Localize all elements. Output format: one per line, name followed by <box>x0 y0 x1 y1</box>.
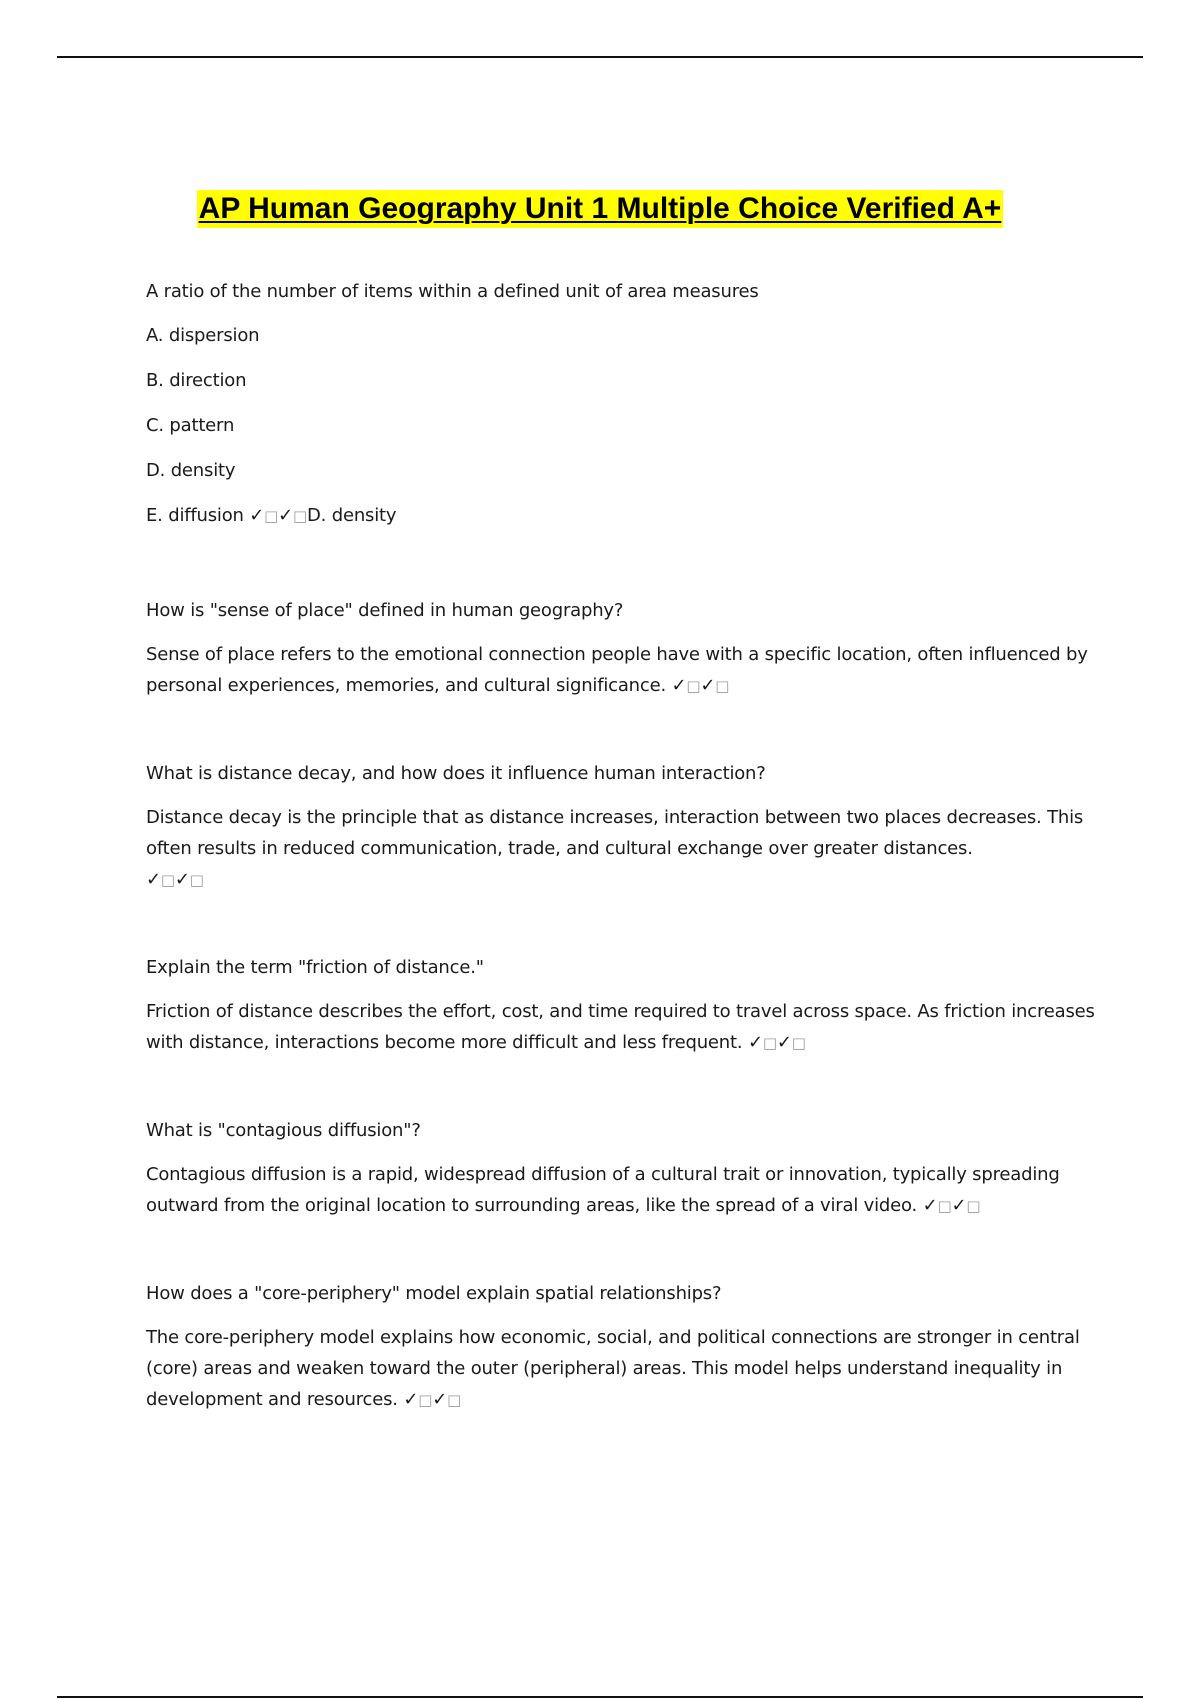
qa-question: Explain the term "friction of distance." <box>146 957 484 978</box>
qa-answer: The core-periphery model explains how economic, social, and political connections are stronger in central (core) areas and weaken toward the outer (peripheral) areas. This model helps understand inequality in development and resources. <box>146 1327 1080 1410</box>
box-glyph-icon: □ <box>762 1034 777 1052</box>
check-mark-icon: ✓ <box>951 1195 967 1216</box>
mc-answer: D. density <box>307 505 397 526</box>
check-mark-icon: ✓ <box>146 869 161 890</box>
qa-answer: Friction of distance describes the effort, cost, and time required to travel across space. As friction increases with distance, interactions become more difficult and less frequent. <box>146 1001 1095 1053</box>
box-glyph-icon: □ <box>686 677 701 695</box>
qa-answer-paragraph <box>146 1322 1096 1416</box>
document-title: AP Human Geography Unit 1 Multiple Choice Verified A+ <box>197 190 1004 228</box>
mc-option-c: C. pattern <box>146 415 235 436</box>
qa-answer-paragraph <box>146 1159 1096 1222</box>
qa-answer-paragraph <box>146 802 1096 896</box>
box-glyph-icon: □ <box>715 677 730 695</box>
qa-question: What is distance decay, and how does it influence human interaction? <box>146 763 766 784</box>
check-mark-icon: ✓ <box>776 1032 792 1053</box>
mc-option-e-with-answer <box>146 500 1096 532</box>
mc-question-prompt: A ratio of the number of items within a defined unit of area measures <box>146 281 759 302</box>
box-glyph-icon: □ <box>937 1197 952 1215</box>
box-glyph-icon: □ <box>264 507 279 525</box>
qa-answer: Distance decay is the principle that as distance increases, interaction between two places decreases. This often results in reduced communication, trade, and cultural exchange over greater distances. <box>146 807 1084 859</box>
qa-block-5 <box>146 1278 1096 1416</box>
mc-option-b: B. direction <box>146 370 247 391</box>
box-glyph-icon: □ <box>189 871 204 889</box>
qa-block-4 <box>146 1115 1096 1222</box>
qa-question: What is "contagious diffusion"? <box>146 1120 421 1141</box>
box-glyph-icon: □ <box>791 1034 806 1052</box>
box-glyph-icon: □ <box>966 1197 981 1215</box>
check-mark-icon: ✓ <box>922 1195 938 1216</box>
qa-block-3 <box>146 952 1096 1059</box>
qa-answer: Contagious diffusion is a rapid, widespread diffusion of a cultural trait or innovation, typically spreading outward from the original location to surrounding areas, like the spread of a viral video. <box>146 1164 1060 1216</box>
box-glyph-icon: □ <box>447 1391 462 1409</box>
check-mark-icon: ✓ <box>671 675 687 696</box>
qa-question: How is "sense of place" defined in human geography? <box>146 600 624 621</box>
bottom-divider <box>57 1696 1143 1698</box>
box-glyph-icon: □ <box>293 507 308 525</box>
qa-answer-paragraph <box>146 996 1096 1059</box>
title-container <box>0 190 1200 228</box>
mc-question-block <box>146 276 1096 532</box>
mc-option-d: D. density <box>146 460 236 481</box>
qa-block-2 <box>146 758 1096 896</box>
check-mark-icon: ✓ <box>747 1032 763 1053</box>
box-glyph-icon: □ <box>160 871 175 889</box>
document-body <box>146 276 1096 1416</box>
qa-answer: Sense of place refers to the emotional connection people have with a specific location, often influenced by personal experiences, memories, and cultural significance. <box>146 644 1088 696</box>
mc-option-e: E. diffusion <box>146 505 244 526</box>
qa-question: How does a "core-periphery" model explain spatial relationships? <box>146 1283 722 1304</box>
check-mark-icon: ✓ <box>174 869 190 890</box>
qa-answer-paragraph <box>146 639 1096 702</box>
box-glyph-icon: □ <box>418 1391 433 1409</box>
qa-block-1 <box>146 595 1096 702</box>
check-mark-icon: ✓ <box>700 675 716 696</box>
check-mark-icon: ✓ <box>432 1389 448 1410</box>
check-mark-icon: ✓ <box>249 505 265 526</box>
check-mark-icon: ✓ <box>278 505 294 526</box>
top-divider <box>57 56 1143 58</box>
check-mark-icon: ✓ <box>403 1389 419 1410</box>
mc-option-a: A. dispersion <box>146 325 260 346</box>
